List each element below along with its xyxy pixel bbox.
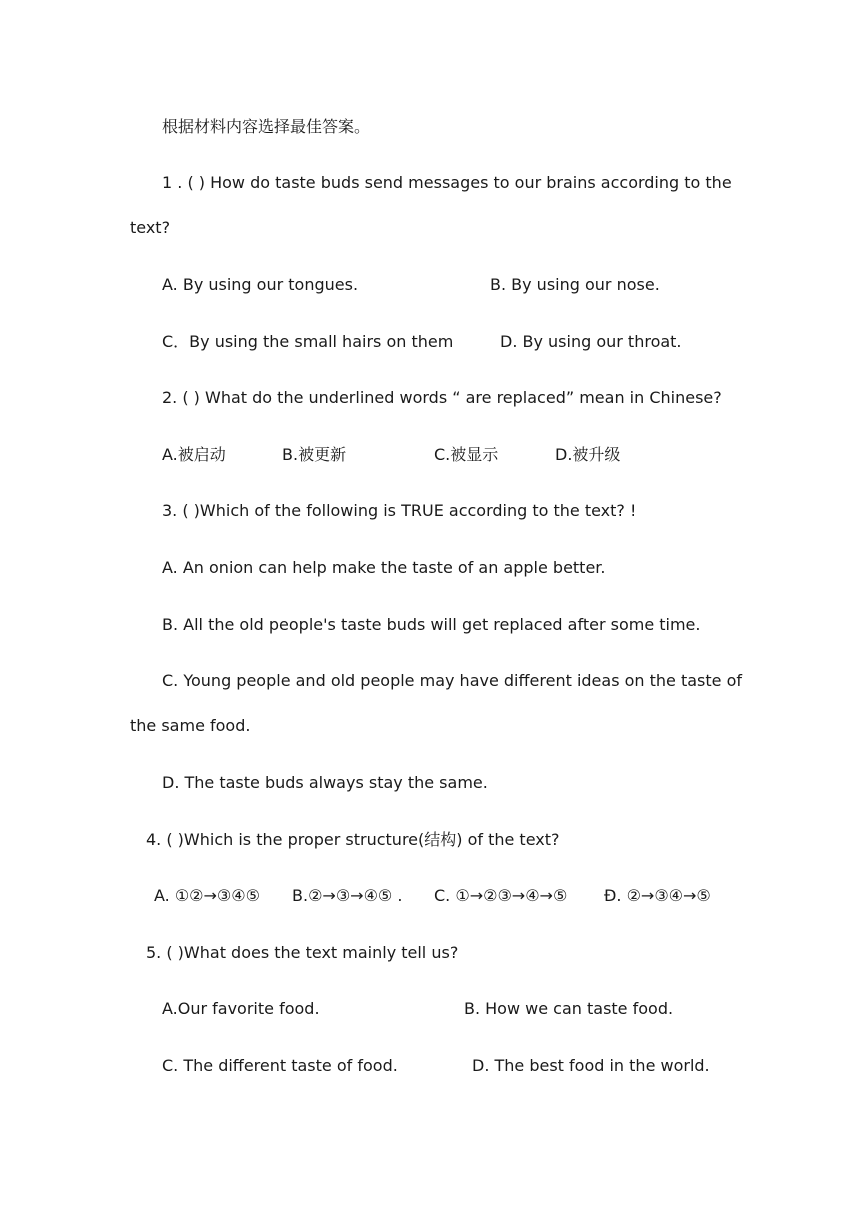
question-3-option-d: D. The taste buds always stay the same. bbox=[162, 773, 488, 792]
question-2-option-a: A.被启动 bbox=[162, 445, 226, 464]
question-5-option-b: B. How we can taste food. bbox=[464, 999, 674, 1018]
question-1-option-a: A. By using our tongues. bbox=[162, 275, 359, 294]
instruction: 根据材料内容选择最佳答案。 bbox=[162, 117, 371, 136]
question-1-text: 1 . ( ) How do taste buds send messages to our brains according to the bbox=[162, 173, 732, 192]
question-2-text: 2. ( ) What do the underlined words “ are replaced” mean in Chinese? bbox=[162, 388, 722, 407]
question-3-option-c-cont: the same food. bbox=[130, 716, 251, 735]
question-4-option-d: Đ. ②→③④→⑤ bbox=[604, 886, 711, 905]
question-2-option-b: B.被更新 bbox=[282, 445, 347, 464]
question-3-option-c: C. Young people and old people may have different ideas on the taste of bbox=[162, 671, 743, 690]
question-4-option-b: B.②→③→④⑤ . bbox=[292, 886, 403, 905]
question-3-option-a: A. An onion can help make the taste of an apple better. bbox=[162, 558, 606, 577]
question-1-option-b: B. By using our nose. bbox=[490, 275, 660, 294]
question-4-text: 4. ( )Which is the proper structure(结构) of the text? bbox=[146, 830, 560, 849]
question-4-option-c: C. ①→②③→④→⑤ bbox=[434, 886, 568, 905]
question-3-option-b: B. All the old people's taste buds will get replaced after some time. bbox=[162, 615, 701, 634]
question-4-option-a: A. ①②→③④⑤ bbox=[154, 886, 260, 905]
question-2-option-c: C.被显示 bbox=[434, 445, 499, 464]
question-5-option-a: A.Our favorite food. bbox=[162, 999, 320, 1018]
question-1-text-cont: text? bbox=[130, 218, 171, 237]
question-3-text: 3. ( )Which of the following is TRUE according to the text? ! bbox=[162, 501, 637, 520]
question-2-option-d: D.被升级 bbox=[555, 445, 621, 464]
question-1-option-d: D. By using our throat. bbox=[500, 332, 682, 351]
question-5-text: 5. ( )What does the text mainly tell us? bbox=[146, 943, 459, 962]
question-1-option-c: C．By using the small hairs on them bbox=[162, 332, 454, 351]
question-5-option-c: C. The different taste of food. bbox=[162, 1056, 398, 1075]
question-5-option-d: D. The best food in the world. bbox=[472, 1056, 710, 1075]
